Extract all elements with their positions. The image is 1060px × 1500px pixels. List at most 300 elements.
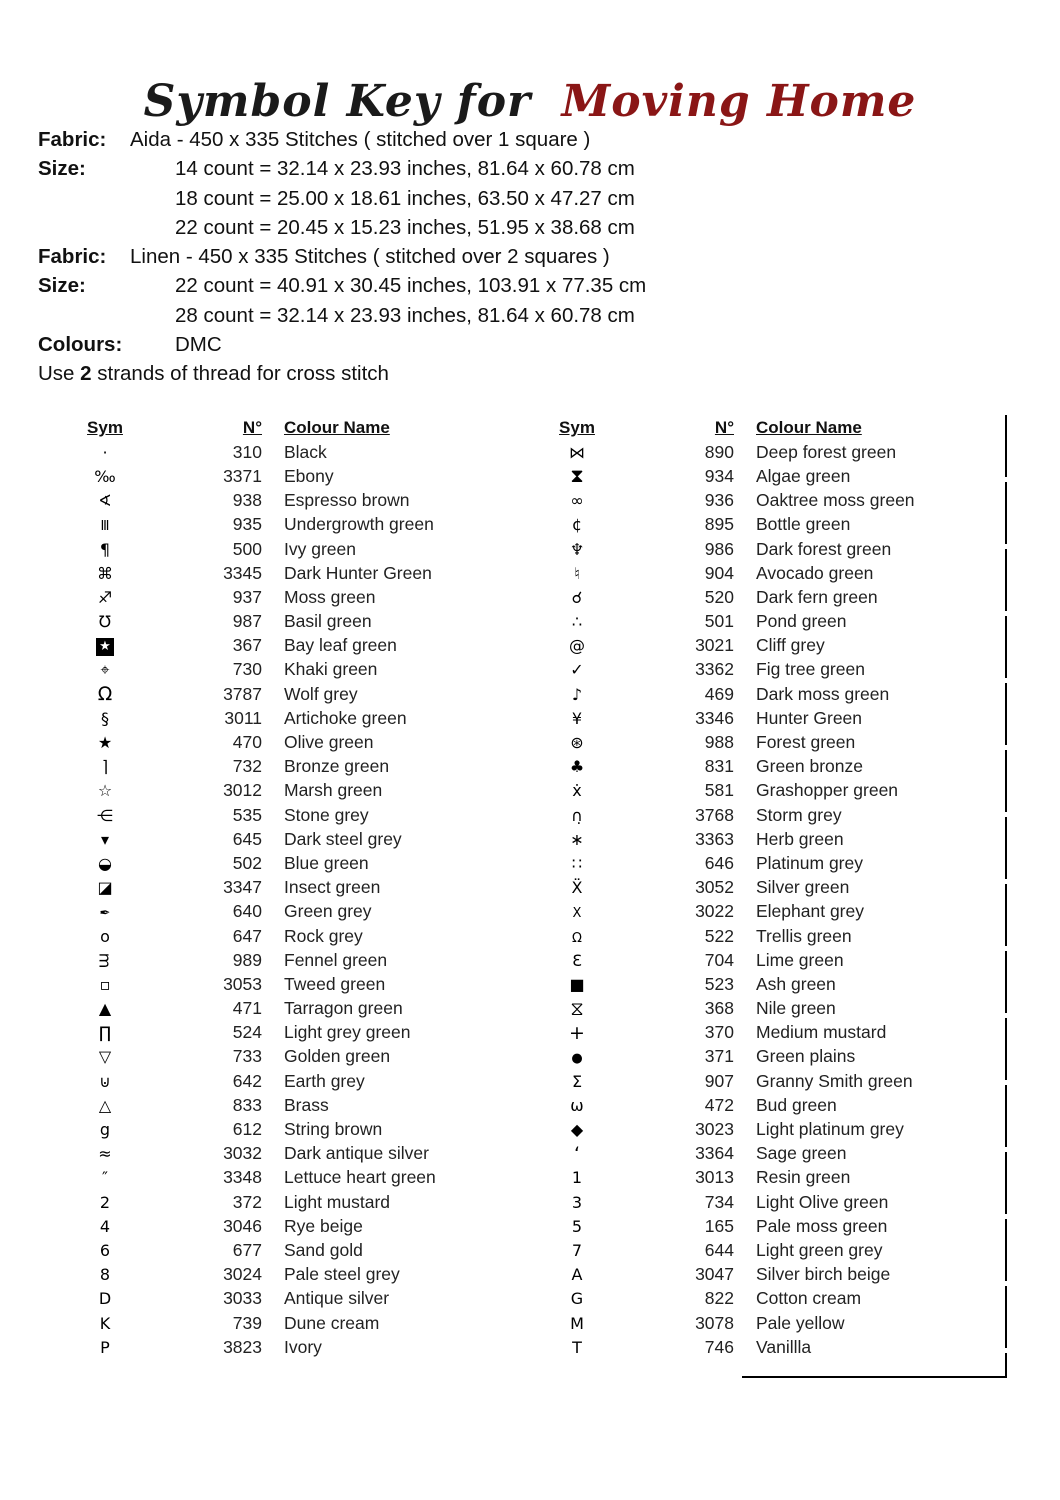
stitch-symbol: ☌ xyxy=(571,587,583,607)
info-label xyxy=(38,184,130,213)
colour-name: Pale yellow xyxy=(756,1312,845,1333)
dmc-number: 822 xyxy=(704,1288,734,1309)
dmc-number: 3364 xyxy=(695,1143,734,1164)
stitch-symbol: + xyxy=(569,1021,585,1044)
stitch-symbol: · xyxy=(102,442,108,462)
key-row xyxy=(552,537,996,561)
dmc-number: 936 xyxy=(704,490,734,511)
dmc-number: 471 xyxy=(232,998,262,1019)
colour-name: Dark forest green xyxy=(756,538,892,559)
stitch-symbol: § xyxy=(101,708,109,728)
column-header-number: N° xyxy=(242,418,262,438)
strands-note-post: strands of thread for cross stitch xyxy=(91,362,389,385)
dmc-number: 3012 xyxy=(223,780,262,801)
key-row xyxy=(80,1021,524,1045)
colour-name: Elephant grey xyxy=(756,901,864,922)
stitch-symbol: K xyxy=(99,1313,111,1333)
key-row xyxy=(552,706,996,730)
stitch-symbol: ♆ xyxy=(569,539,585,559)
column-header-sym: Sym xyxy=(559,418,595,438)
dmc-number: 831 xyxy=(704,756,734,777)
key-row xyxy=(80,1166,524,1190)
colour-name: Espresso brown xyxy=(284,490,410,511)
stitch-symbol: ▽ xyxy=(98,1047,112,1067)
dmc-number: 370 xyxy=(704,1022,734,1043)
key-row xyxy=(80,489,524,513)
stitch-symbol: ω xyxy=(570,1095,584,1115)
stitch-symbol: g xyxy=(99,1120,111,1140)
key-row xyxy=(552,561,996,585)
key-row xyxy=(80,1190,524,1214)
colour-name: Sand gold xyxy=(284,1239,363,1260)
colour-name: Platinum grey xyxy=(756,852,863,873)
dmc-number: 937 xyxy=(232,586,262,607)
dmc-number: 3047 xyxy=(695,1264,734,1285)
stitch-symbol: ♮ xyxy=(574,563,580,583)
colour-name: Bronze green xyxy=(284,756,390,777)
colour-name: Deep forest green xyxy=(756,441,897,462)
colour-name: Green grey xyxy=(284,901,372,922)
key-row xyxy=(80,1142,524,1166)
key-row xyxy=(552,513,996,537)
key-row xyxy=(80,876,524,900)
key-row xyxy=(552,730,996,754)
dmc-number: 642 xyxy=(232,1070,262,1091)
stitch-symbol: ✓ xyxy=(570,660,584,680)
stitch-symbol: T xyxy=(572,1337,582,1357)
stitch-symbol: 7 xyxy=(571,1240,583,1260)
info-line-fabric xyxy=(38,125,998,154)
dmc-number: 3768 xyxy=(695,804,734,825)
colour-name: Algae green xyxy=(756,465,851,486)
stitch-symbol: ⧗ xyxy=(570,465,584,488)
key-row xyxy=(80,851,524,875)
key-row xyxy=(80,997,524,1021)
dmc-number: 523 xyxy=(704,973,734,994)
key-table-header-row xyxy=(80,416,524,440)
colour-name: Nile green xyxy=(756,998,836,1019)
colour-name: Pale moss green xyxy=(756,1215,888,1236)
stitch-symbol: ≈ xyxy=(98,1144,112,1164)
dmc-number: 371 xyxy=(704,1046,734,1067)
key-row xyxy=(552,1238,996,1262)
info-label: Colours: xyxy=(38,333,123,357)
dmc-number: 646 xyxy=(704,852,734,873)
key-row xyxy=(80,900,524,924)
page-boundary-bottom-line xyxy=(742,1376,1007,1378)
colour-name: Olive green xyxy=(284,732,374,753)
stitch-symbol: G xyxy=(570,1289,584,1309)
dmc-number: 472 xyxy=(704,1094,734,1115)
colour-name: Wolf grey xyxy=(284,683,358,704)
info-label xyxy=(38,213,130,242)
info-line-fabric xyxy=(38,242,998,271)
key-row xyxy=(80,827,524,851)
dmc-number: 904 xyxy=(704,562,734,583)
page-boundary-vertical-line xyxy=(1005,415,1007,1378)
dmc-number: 644 xyxy=(704,1239,734,1260)
colour-name: Antique silver xyxy=(284,1288,390,1309)
stitch-symbol: Ω xyxy=(97,683,113,706)
dmc-number: 895 xyxy=(704,514,734,535)
dmc-number: 3348 xyxy=(223,1167,262,1188)
stitch-symbol: ⌉ xyxy=(101,757,109,777)
info-label xyxy=(38,301,130,330)
key-row xyxy=(552,1117,996,1141)
key-row xyxy=(552,1166,996,1190)
key-row xyxy=(552,682,996,706)
key-row xyxy=(80,1093,524,1117)
dmc-number: 524 xyxy=(232,1022,262,1043)
column-header-colour-name: Colour Name xyxy=(284,418,390,438)
key-row xyxy=(80,730,524,754)
dmc-number: 987 xyxy=(232,611,262,632)
key-row xyxy=(552,900,996,924)
colour-name: Blue green xyxy=(284,852,369,873)
dmc-number: 3347 xyxy=(223,877,262,898)
colour-name: Black xyxy=(284,441,327,462)
stitch-symbol: ‘ xyxy=(573,1142,581,1165)
info-value: DMC xyxy=(175,333,222,357)
stitch-symbol: ⧖ xyxy=(570,997,584,1020)
stitch-symbol: ♪ xyxy=(571,684,583,704)
colour-name: Stone grey xyxy=(284,804,369,825)
key-row xyxy=(80,537,524,561)
dmc-number: 3053 xyxy=(223,973,262,994)
title-prefix: Symbol Key for xyxy=(143,76,532,127)
key-row xyxy=(552,948,996,972)
key-row xyxy=(80,561,524,585)
key-row xyxy=(80,803,524,827)
page-title xyxy=(0,76,1060,127)
dmc-number: 746 xyxy=(704,1336,734,1357)
colour-name: Insect green xyxy=(284,877,381,898)
dmc-number: 3022 xyxy=(695,901,734,922)
dmc-number: 934 xyxy=(704,465,734,486)
dmc-number: 3363 xyxy=(695,828,734,849)
key-row xyxy=(80,1287,524,1311)
info-line-size xyxy=(38,154,998,183)
dmc-number: 368 xyxy=(704,998,734,1019)
colour-name: Light grey green xyxy=(284,1022,411,1043)
colour-name: Lime green xyxy=(756,949,844,970)
colour-name: Basil green xyxy=(284,611,372,632)
key-row xyxy=(552,876,996,900)
colour-name: Bud green xyxy=(756,1094,837,1115)
dmc-number: 988 xyxy=(704,732,734,753)
stitch-symbol: ◪ xyxy=(97,878,113,898)
key-row xyxy=(80,924,524,948)
colour-name: Golden green xyxy=(284,1046,391,1067)
colour-name: Fig tree green xyxy=(756,659,865,680)
key-row xyxy=(552,1287,996,1311)
key-row xyxy=(80,464,524,488)
stitch-symbol: ∴ xyxy=(571,612,583,632)
info-value: 22 count = 40.91 x 30.45 inches, 103.91 x 77.35 cm xyxy=(175,274,647,298)
info-label: Size: xyxy=(38,157,86,181)
colour-name: Green bronze xyxy=(756,756,864,777)
colour-name: Pale steel grey xyxy=(284,1264,400,1285)
dmc-number: 640 xyxy=(232,901,262,922)
info-line-size xyxy=(38,301,998,330)
dmc-number: 522 xyxy=(704,925,734,946)
key-row xyxy=(80,1335,524,1359)
colour-name: Hunter Green xyxy=(756,707,863,728)
colour-name: Brass xyxy=(284,1094,329,1115)
stitch-symbol: 3 xyxy=(571,1192,583,1212)
dmc-number: 3033 xyxy=(223,1288,262,1309)
key-row xyxy=(80,1238,524,1262)
stitch-symbol: ∏ xyxy=(98,1023,112,1043)
colour-name: Bottle green xyxy=(756,514,851,535)
stitch-symbol: ¥ xyxy=(571,708,583,728)
key-row xyxy=(552,440,996,464)
strands-note-pre: Use xyxy=(38,362,81,385)
stitch-symbol: 8 xyxy=(99,1265,111,1285)
dmc-number: 500 xyxy=(232,538,262,559)
colour-name: Sage green xyxy=(756,1143,847,1164)
key-row xyxy=(552,1045,996,1069)
colour-name: Tarragon green xyxy=(284,998,403,1019)
colour-name: Dark antique silver xyxy=(284,1143,429,1164)
stitch-symbol: ⊍ xyxy=(99,1071,111,1091)
dmc-number: 730 xyxy=(232,659,262,680)
stitch-symbol: D xyxy=(98,1289,112,1309)
key-row xyxy=(80,972,524,996)
stitch-symbol: 1 xyxy=(571,1168,583,1188)
dmc-number: 986 xyxy=(704,538,734,559)
info-value: 14 count = 32.14 x 23.93 inches, 81.64 x 60.78 cm xyxy=(175,157,635,181)
colour-name: Moss green xyxy=(284,586,376,607)
dmc-number: 733 xyxy=(232,1046,262,1067)
key-row xyxy=(552,755,996,779)
key-row xyxy=(552,585,996,609)
colour-name: Light Olive green xyxy=(756,1191,889,1212)
colour-name: Rye beige xyxy=(284,1215,363,1236)
info-value: Linen - 450 x 335 Stitches ( stitched over 2 squares ) xyxy=(130,245,610,269)
dmc-number: 612 xyxy=(232,1119,262,1140)
key-row xyxy=(80,513,524,537)
key-row xyxy=(552,803,996,827)
stitch-symbol: ‰ xyxy=(94,466,116,486)
key-row xyxy=(552,489,996,513)
colour-name: Dune cream xyxy=(284,1312,380,1333)
colour-name: Storm grey xyxy=(756,804,842,825)
key-row xyxy=(552,658,996,682)
dmc-number: 645 xyxy=(232,828,262,849)
dmc-number: 3021 xyxy=(695,635,734,656)
info-label: Fabric: xyxy=(38,245,107,269)
key-row xyxy=(80,658,524,682)
key-row xyxy=(80,1045,524,1069)
dmc-number: 734 xyxy=(704,1191,734,1212)
stitch-symbol: m xyxy=(95,952,115,969)
key-row xyxy=(552,1311,996,1335)
dmc-number: 833 xyxy=(232,1094,262,1115)
stitch-symbol: A xyxy=(571,1265,583,1285)
colour-name: Bay leaf green xyxy=(284,635,397,656)
dmc-number: 935 xyxy=(232,514,262,535)
stitch-symbol: ẋ xyxy=(572,781,582,801)
colour-name: Fennel green xyxy=(284,949,388,970)
stitch-symbol: P xyxy=(100,1337,110,1357)
info-line-size xyxy=(38,271,998,300)
strands-count: 2 xyxy=(80,362,92,385)
fabric-info-block xyxy=(38,125,998,359)
stitch-symbol: ★ xyxy=(97,733,113,753)
stitch-symbol: @ xyxy=(569,636,585,656)
stitch-symbol: ♐ xyxy=(97,587,113,607)
stitch-symbol: X xyxy=(572,906,582,922)
key-row xyxy=(552,464,996,488)
key-row xyxy=(552,610,996,634)
colour-name: Dark steel grey xyxy=(284,828,402,849)
info-value: 28 count = 32.14 x 23.93 inches, 81.64 x 60.78 cm xyxy=(175,303,635,327)
key-table-header-row xyxy=(552,416,996,440)
stitch-symbol: ″ xyxy=(102,1168,108,1188)
stitch-symbol: Ⅲ xyxy=(100,519,110,535)
colour-name: Oaktree moss green xyxy=(756,490,915,511)
info-value: Aida - 450 x 335 Stitches ( stitched over 1 square ) xyxy=(130,128,591,151)
colour-name: Undergrowth green xyxy=(284,514,434,535)
stitch-symbol: 2 xyxy=(99,1192,111,1212)
dmc-number: 470 xyxy=(232,732,262,753)
stitch-symbol: ∢ xyxy=(98,491,112,511)
key-row xyxy=(552,997,996,1021)
column-header-number: N° xyxy=(714,418,734,438)
dmc-number: 367 xyxy=(232,635,262,656)
colour-name: Vanillla xyxy=(756,1336,812,1357)
dmc-number: 677 xyxy=(232,1239,262,1260)
dmc-number: 3046 xyxy=(223,1215,262,1236)
colour-name: Silver green xyxy=(756,877,850,898)
colour-name: Light platinum grey xyxy=(756,1119,904,1140)
dmc-number: 501 xyxy=(704,611,734,632)
stitch-symbol: M xyxy=(570,1313,584,1333)
colour-name: Khaki green xyxy=(284,659,378,680)
dmc-number: 938 xyxy=(232,490,262,511)
stitch-symbol: ■ xyxy=(569,974,585,994)
stitch-symbol: ⌖ xyxy=(100,659,110,679)
stitch-symbol: Ẍ xyxy=(571,878,583,898)
column-header-sym: Sym xyxy=(87,418,123,438)
key-table-right xyxy=(552,416,996,1359)
colour-name: Grashopper green xyxy=(756,780,899,801)
key-row xyxy=(80,634,524,658)
colour-name: Ivory xyxy=(284,1336,322,1357)
colour-name: Cliff grey xyxy=(756,635,825,656)
stitch-symbol: ∷ xyxy=(571,853,583,873)
key-row xyxy=(80,682,524,706)
dmc-number: 3011 xyxy=(224,707,262,728)
colour-name: Granny Smith green xyxy=(756,1070,913,1091)
title-pattern-name: Moving Home xyxy=(561,76,917,127)
colour-name: Dark moss green xyxy=(756,683,890,704)
stitch-symbol: ⊛ xyxy=(570,733,584,753)
dmc-number: 3345 xyxy=(223,562,262,583)
dmc-number: 739 xyxy=(232,1312,262,1333)
key-row xyxy=(552,1142,996,1166)
key-row xyxy=(80,1263,524,1287)
key-row xyxy=(80,706,524,730)
key-row xyxy=(552,1214,996,1238)
stitch-symbol: 5 xyxy=(571,1216,583,1236)
key-row xyxy=(80,779,524,803)
dmc-number: 3362 xyxy=(695,659,734,680)
key-row xyxy=(80,1311,524,1335)
dmc-number: 3032 xyxy=(223,1143,262,1164)
key-row xyxy=(80,1117,524,1141)
stitch-symbol: ¢ xyxy=(571,515,583,535)
stitch-symbol: △ xyxy=(98,1095,112,1115)
key-row xyxy=(80,610,524,634)
colour-name: Avocado green xyxy=(756,562,874,583)
dmc-number: 535 xyxy=(232,804,262,825)
dmc-number: 3024 xyxy=(223,1264,262,1285)
info-value: 18 count = 25.00 x 18.61 inches, 63.50 x 47.27 cm xyxy=(175,186,635,210)
colour-name: Dark Hunter Green xyxy=(284,562,432,583)
colour-name: Rock grey xyxy=(284,925,363,946)
stitch-symbol: ◒ xyxy=(98,853,112,873)
stitch-symbol: ℧ xyxy=(98,612,112,632)
stitch-symbol: ✒ xyxy=(99,906,111,922)
stitch-symbol: Σ xyxy=(571,1071,583,1091)
stitch-symbol: ¶ xyxy=(99,539,111,559)
stitch-symbol: ● xyxy=(571,1051,583,1067)
info-value: 22 count = 20.45 x 15.23 inches, 51.95 x 38.68 cm xyxy=(175,215,635,239)
stitch-symbol: ▾ xyxy=(100,829,110,849)
colour-name: String brown xyxy=(284,1119,383,1140)
stitch-symbol: ▲ xyxy=(98,999,112,1019)
dmc-number: 581 xyxy=(704,780,734,801)
colour-name: Resin green xyxy=(756,1167,851,1188)
key-row xyxy=(552,1093,996,1117)
dmc-number: 647 xyxy=(232,925,262,946)
key-row xyxy=(552,779,996,803)
colour-name: Lettuce heart green xyxy=(284,1167,436,1188)
dmc-number: 890 xyxy=(704,441,734,462)
dmc-number: 3013 xyxy=(695,1167,734,1188)
colour-name: Silver birch beige xyxy=(756,1264,891,1285)
strands-note xyxy=(38,362,389,386)
stitch-symbol: ☆ xyxy=(97,781,113,801)
key-row xyxy=(552,924,996,948)
key-row xyxy=(80,948,524,972)
dmc-number: 165 xyxy=(704,1215,734,1236)
dmc-number: 3787 xyxy=(223,683,262,704)
key-row xyxy=(552,827,996,851)
dmc-number: 520 xyxy=(704,586,734,607)
colour-name: Medium mustard xyxy=(756,1022,887,1043)
key-table-left xyxy=(80,416,524,1359)
stitch-symbol: ♣ xyxy=(569,757,585,777)
colour-name: Ebony xyxy=(284,465,334,486)
dmc-number: 3052 xyxy=(695,877,734,898)
dmc-number: 704 xyxy=(704,949,734,970)
key-row xyxy=(552,1021,996,1045)
key-row xyxy=(80,1214,524,1238)
colour-name: Tweed green xyxy=(284,973,386,994)
stitch-symbol: ⋈ xyxy=(569,442,585,462)
stitch-symbol: 4 xyxy=(99,1216,111,1236)
colour-name: Marsh green xyxy=(284,780,383,801)
stitch-symbol: 6 xyxy=(99,1240,111,1260)
colour-name: Earth grey xyxy=(284,1070,365,1091)
stitch-symbol: Ω xyxy=(572,930,582,946)
stitch-symbol: ★ xyxy=(80,634,130,658)
colour-name: Light mustard xyxy=(284,1191,391,1212)
colour-name: Forest green xyxy=(756,732,856,753)
